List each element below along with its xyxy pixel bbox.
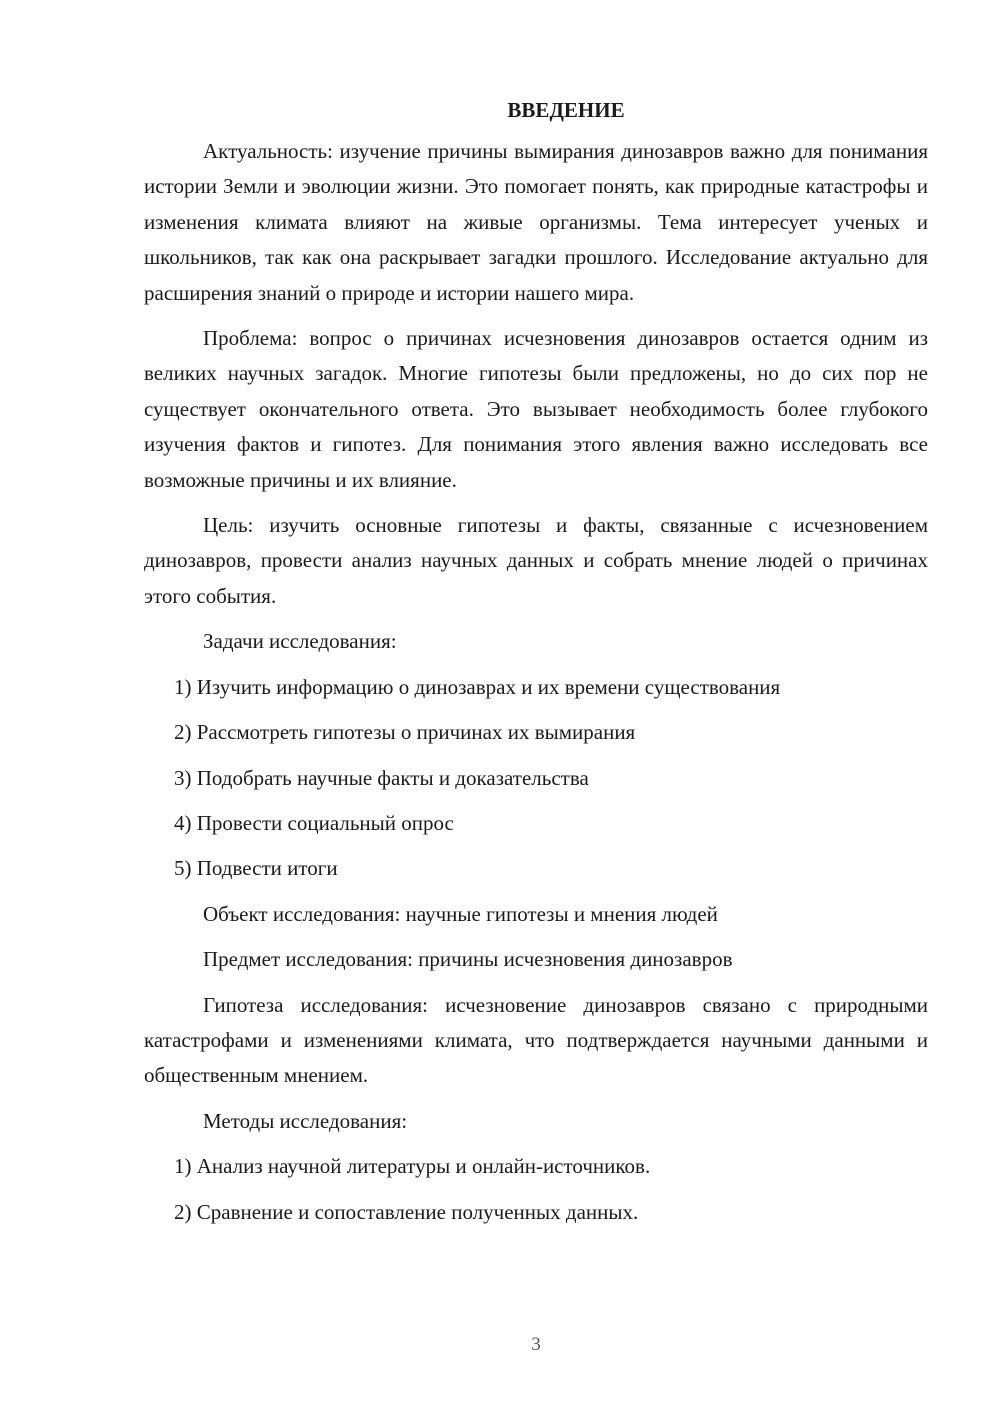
task-item: 4) Провести социальный опрос bbox=[174, 810, 454, 835]
task-item: 2) Рассмотреть гипотезы о причинах их вымирания bbox=[174, 720, 636, 745]
methods-heading: Методы исследования: bbox=[203, 1108, 408, 1133]
page-number: 3 bbox=[531, 1334, 541, 1355]
section-title: ВВЕДЕНИЕ bbox=[507, 98, 625, 122]
research-object: Объект исследования: научные гипотезы и мнения людей bbox=[203, 901, 718, 926]
relevance-paragraph: Актуальность: изучение причины вымирания динозавров важно для понимания истории Земли и эволюции жизни. Это помогает понять, как природные катастрофы и изменения климата влияют на живые организмы. Тема интересует ученых и школьников, так как она раскрывает загадки прошлого. Исследование актуально для расширения знаний о природе и истории нашего мира. bbox=[144, 139, 928, 305]
problem-paragraph: Проблема: вопрос о причинах исчезновения динозавров остается одним из великих научных загадок. Многие гипотезы были предложены, но до сих пор не существует окончательного ответа. Это вызывает необходимость более глубокого изучения фактов и гипотез. Для понимания этого явления важно исследовать все возможные причины и их влияние. bbox=[144, 326, 928, 492]
goal-paragraph: Цель: изучить основные гипотезы и факты, связанные с исчезновением динозавров, провести анализ научных данных и собрать мнение людей о причинах этого события. bbox=[144, 513, 928, 608]
method-item: 1) Анализ научной литературы и онлайн-источников. bbox=[174, 1154, 651, 1179]
page-content bbox=[144, 92, 928, 1230]
research-subject: Предмет исследования: причины исчезновения динозавров bbox=[203, 947, 733, 972]
task-item: 1) Изучить информацию о динозаврах и их времени существования bbox=[174, 674, 781, 699]
hypothesis-paragraph: Гипотеза исследования: исчезновение динозавров связано с природными катастрофами и изменениями климата, что подтверждается научными данными и общественным мнением. bbox=[144, 992, 928, 1088]
method-item: 2) Сравнение и сопоставление полученных данных. bbox=[174, 1199, 639, 1224]
task-item: 3) Подобрать научные факты и доказательства bbox=[174, 765, 589, 790]
tasks-heading: Задачи исследования: bbox=[203, 629, 397, 654]
task-item: 5) Подвести итоги bbox=[174, 856, 338, 881]
